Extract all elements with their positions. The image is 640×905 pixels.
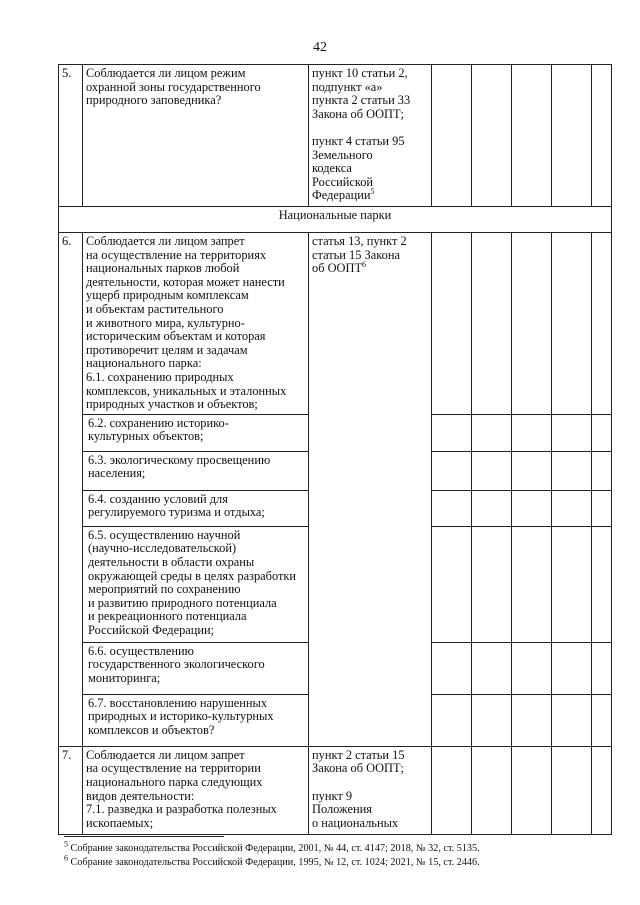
- answer-cell: [552, 414, 592, 451]
- requirement-subitem: 6.7. восстановлению нарушенных природных и историко-культурных комплексов и объектов?: [83, 694, 309, 746]
- footnotes: [64, 839, 624, 870]
- section-title: Национальные парки: [59, 207, 612, 233]
- answer-cell: [512, 490, 552, 526]
- answer-cell: [472, 65, 512, 207]
- footnote-mark: 5: [64, 839, 68, 849]
- footnote-6: [64, 853, 624, 870]
- footnote-separator: [64, 836, 224, 837]
- footnote-text: Собрание законодательства Российской Федерации, 1995, № 12, ст. 1024; 2021, № 15, ст. 2446.: [68, 857, 480, 868]
- section-row: [59, 207, 612, 233]
- requirement-subitem: 6.3. экологическому просвещению населения;: [83, 451, 309, 490]
- legal-reference-cell: [309, 233, 432, 747]
- answer-cell: [512, 233, 552, 415]
- answer-cell: [552, 642, 592, 694]
- answer-cell: [432, 694, 472, 746]
- answer-cell: [432, 414, 472, 451]
- page-number: 42: [313, 40, 327, 55]
- row-number: 7.: [59, 746, 83, 834]
- requirement-subitem: 6.5. осуществлению научной (научно-исследовательской) деятельности в области охраны окружающей среды в целях разработки мероприятий по сохранению и развитию природного потенциала и рекреационного потенциала Российской Федерации;: [83, 526, 309, 642]
- requirement-subitem: 6.2. сохранению историко- культурных объектов;: [83, 414, 309, 451]
- answer-cell: [552, 746, 592, 834]
- table-row-7: [59, 746, 612, 834]
- answer-cell: [592, 65, 612, 207]
- requirement-subitem: 6.6. осуществлению государственного экологического мониторинга;: [83, 642, 309, 694]
- requirement-text: Соблюдается ли лицом режим охранной зоны государственного природного заповедника?: [83, 65, 309, 207]
- answer-cell: [432, 642, 472, 694]
- answer-cell: [432, 746, 472, 834]
- answer-cell: [472, 233, 512, 415]
- answer-cell: [432, 451, 472, 490]
- answer-cell: [432, 233, 472, 415]
- answer-cell: [472, 642, 512, 694]
- requirement-text: Соблюдается ли лицом запрет на осуществление на территории национального парка следующих видов деятельности: 7.1. разведка и разработка полезных ископаемых;: [83, 746, 309, 834]
- answer-cell: [592, 451, 612, 490]
- answer-cell: [552, 451, 592, 490]
- answer-cell: [472, 451, 512, 490]
- answer-cell: [472, 526, 512, 642]
- answer-cell: [472, 490, 512, 526]
- answer-cell: [512, 65, 552, 207]
- answer-cell: [512, 746, 552, 834]
- answer-cell: [552, 65, 592, 207]
- answer-cell: [472, 414, 512, 451]
- answer-cell: [472, 694, 512, 746]
- answer-cell: [592, 526, 612, 642]
- answer-cell: [472, 746, 512, 834]
- answer-cell: [552, 694, 592, 746]
- answer-cell: [512, 451, 552, 490]
- answer-cell: [592, 233, 612, 415]
- footnote-5: [64, 839, 624, 856]
- table-row-6: [59, 233, 612, 415]
- legal-reference: пункт 10 статьи 2, подпункт «а» пункта 2 статьи 33 Закона об ООПТ; пункт 4 статьи 95 Земельного кодекса Российской Федерации: [312, 66, 411, 203]
- row-number: 6.: [59, 233, 83, 747]
- footnote-text: Собрание законодательства Российской Федерации, 2001, № 44, ст. 4147; 2018, № 32, ст. 5135.: [68, 843, 480, 854]
- answer-cell: [512, 414, 552, 451]
- row-number: 5.: [59, 65, 83, 207]
- answer-cell: [592, 746, 612, 834]
- answer-cell: [512, 694, 552, 746]
- answer-cell: [512, 526, 552, 642]
- table-row-5: [59, 65, 612, 207]
- answer-cell: [592, 490, 612, 526]
- answer-cell: [512, 642, 552, 694]
- answer-cell: [552, 526, 592, 642]
- answer-cell: [592, 414, 612, 451]
- answer-cell: [432, 490, 472, 526]
- answer-cell: [592, 642, 612, 694]
- footnote-mark: 6: [64, 853, 68, 863]
- answer-cell: [432, 65, 472, 207]
- legal-reference: статья 13, пункт 2 статьи 15 Закона об ООПТ: [312, 234, 407, 276]
- footnote-mark: 5: [370, 187, 375, 197]
- footnote-mark: 6: [362, 260, 367, 270]
- answer-cell: [592, 694, 612, 746]
- answer-cell: [432, 526, 472, 642]
- checklist-table: [58, 64, 612, 835]
- requirement-text: Соблюдается ли лицом запрет на осуществление на территориях национальных парков любой деятельности, которая может нанести ущерб природным комплексам и объектам растительного и животного мира, культурно- историческим объектам и которая противоречит целям и задачам национального парка: 6.1. сохранению природных комплексов, уникальных и эталонных природных участков и объектов;: [83, 233, 309, 415]
- requirement-subitem: 6.4. созданию условий для регулируемого туризма и отдыха;: [83, 490, 309, 526]
- legal-reference: пункт 2 статьи 15 Закона об ООПТ; пункт 9 Положения о национальных: [309, 746, 432, 834]
- legal-reference-cell: [309, 65, 432, 207]
- answer-cell: [552, 233, 592, 415]
- answer-cell: [552, 490, 592, 526]
